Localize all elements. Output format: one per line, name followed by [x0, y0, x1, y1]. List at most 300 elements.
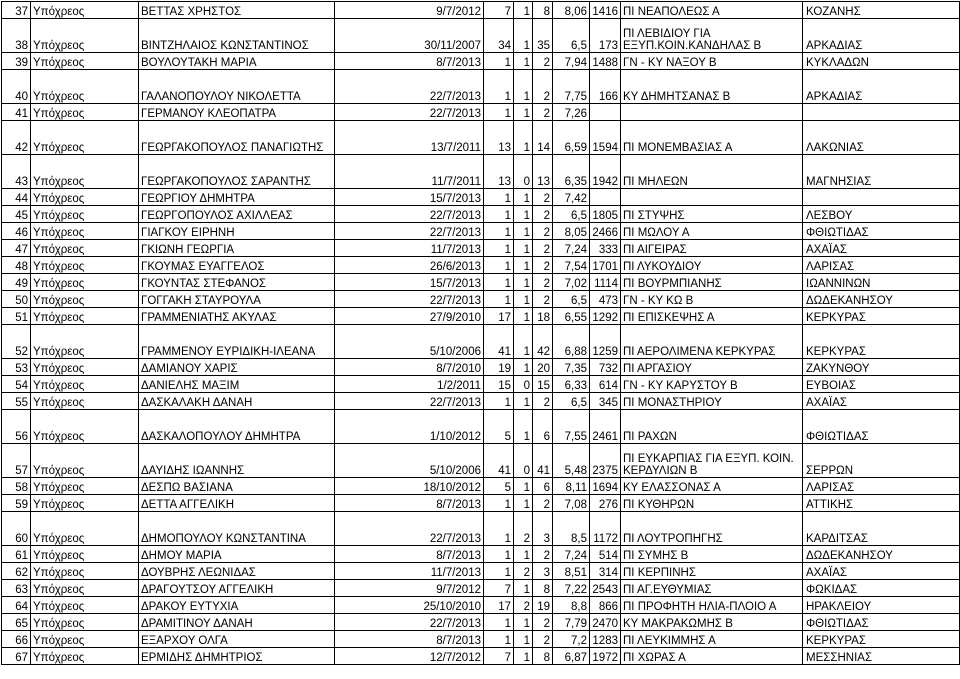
row-number: 61 [2, 546, 31, 563]
row-number: 37 [2, 2, 31, 19]
value-c-cell: 2 [533, 206, 553, 223]
table-row [2, 495, 960, 512]
score-cell: 8,11 [553, 478, 590, 495]
date-cell: 22/7/2013 [335, 393, 484, 410]
name-cell: ΓΕΩΡΓΑΚΟΠΟΥΛΟΣ ΠΑΝΑΓΙΩΤΗΣ [139, 121, 335, 155]
value-a-cell: 1 [484, 614, 514, 631]
name-cell: ΓΕΩΡΓΟΠΟΥΛΟΣ ΑΧΙΛΛΕΑΣ [139, 206, 335, 223]
value-b-cell: 1 [514, 325, 533, 359]
value-b-cell: 1 [514, 308, 533, 325]
value-b-cell: 1 [514, 291, 533, 308]
rank-cell: Υπόχρεος [31, 648, 139, 665]
score-cell: 6,5 [553, 393, 590, 410]
score-cell: 7,22 [553, 580, 590, 597]
prefecture-cell: ΜΑΓΝΗΣΙΑΣ [803, 155, 960, 189]
name-cell: ΓΟΓΓΑΚΗ ΣΤΑΥΡΟΥΛΑ [139, 291, 335, 308]
value-a-cell: 41 [484, 325, 514, 359]
row-number: 46 [2, 223, 31, 240]
score-cell: 7,26 [553, 104, 590, 121]
value-c-cell: 2 [533, 393, 553, 410]
date-cell: 30/11/2007 [335, 19, 484, 53]
table-body [2, 2, 960, 665]
value-c-cell: 6 [533, 478, 553, 495]
row-number: 59 [2, 495, 31, 512]
row-number: 49 [2, 274, 31, 291]
name-cell: ΔΕΣΠΩ ΒΑΣΙΑΝΑ [139, 478, 335, 495]
school-cell: ΠΙ ΣΤΥΨΗΣ [621, 206, 803, 223]
code-cell: 333 [590, 240, 621, 257]
value-b-cell: 1 [514, 240, 533, 257]
value-a-cell: 1 [484, 546, 514, 563]
row-number: 67 [2, 648, 31, 665]
date-cell: 8/7/2013 [335, 495, 484, 512]
assignments-table [1, 1, 960, 665]
table-row [2, 359, 960, 376]
value-a-cell: 13 [484, 121, 514, 155]
value-a-cell: 1 [484, 206, 514, 223]
school-cell: ΠΙ ΣΥΜΗΣ Β [621, 546, 803, 563]
prefecture-cell: ΦΘΙΩΤΙΔΑΣ [803, 410, 960, 444]
school-cell: ΠΙ ΑΕΡΟΛΙΜΕΝΑ ΚΕΡΚΥΡΑΣ [621, 325, 803, 359]
row-number: 64 [2, 597, 31, 614]
value-b-cell: 1 [514, 53, 533, 70]
value-c-cell: 19 [533, 597, 553, 614]
name-cell: ΔΗΜΟΥ ΜΑΡΙΑ [139, 546, 335, 563]
date-cell: 22/7/2013 [335, 614, 484, 631]
value-a-cell: 34 [484, 19, 514, 53]
score-cell: 8,51 [553, 563, 590, 580]
rank-cell: Υπόχρεος [31, 189, 139, 206]
date-cell: 27/9/2010 [335, 308, 484, 325]
row-number: 54 [2, 376, 31, 393]
score-cell: 6,87 [553, 648, 590, 665]
name-cell: ΓΕΩΡΓΙΟΥ ΔΗΜΗΤΡΑ [139, 189, 335, 206]
name-cell: ΔΕΤΤΑ ΑΓΓΕΛΙΚΗ [139, 495, 335, 512]
school-cell: ΠΙ ΑΡΓΑΣΙΟΥ [621, 359, 803, 376]
school-cell: ΠΙ ΜΩΛΟΥ Α [621, 223, 803, 240]
rank-cell: Υπόχρεος [31, 393, 139, 410]
row-number: 57 [2, 444, 31, 478]
name-cell: ΔΗΜΟΠΟΥΛΟΥ ΚΩΝΣΤΑΝΤΙΝΑ [139, 512, 335, 546]
value-a-cell: 7 [484, 2, 514, 19]
prefecture-cell: ΖΑΚΥΝΘΟΥ [803, 359, 960, 376]
prefecture-cell: ΜΕΣΣΗΝΙΑΣ [803, 648, 960, 665]
value-b-cell: 1 [514, 648, 533, 665]
score-cell: 7,24 [553, 240, 590, 257]
row-number: 58 [2, 478, 31, 495]
score-cell: 7,75 [553, 70, 590, 104]
prefecture-cell: ΦΘΙΩΤΙΔΑΣ [803, 223, 960, 240]
code-cell [590, 189, 621, 206]
code-cell: 2543 [590, 580, 621, 597]
row-number: 45 [2, 206, 31, 223]
date-cell: 9/7/2012 [335, 580, 484, 597]
school-cell: ΠΙ ΑΓ.ΕΥΘΥΜΙΑΣ [621, 580, 803, 597]
score-cell: 6,88 [553, 325, 590, 359]
school-cell [621, 189, 803, 206]
name-cell: ΓΚΟΥΜΑΣ ΕΥΑΓΓΕΛΟΣ [139, 257, 335, 274]
prefecture-cell: ΑΧΑΪΑΣ [803, 393, 960, 410]
value-b-cell: 2 [514, 512, 533, 546]
code-cell: 732 [590, 359, 621, 376]
school-cell: ΚΥ ΕΛΑΣΣΟΝΑΣ Α [621, 478, 803, 495]
code-cell: 2461 [590, 410, 621, 444]
value-c-cell: 2 [533, 546, 553, 563]
value-a-cell: 1 [484, 274, 514, 291]
school-cell: ΠΙ ΧΩΡΑΣ Α [621, 648, 803, 665]
row-number: 66 [2, 631, 31, 648]
row-number: 62 [2, 563, 31, 580]
value-b-cell: 1 [514, 70, 533, 104]
school-cell: ΠΙ ΚΥΘΗΡΩΝ [621, 495, 803, 512]
rank-cell: Υπόχρεος [31, 274, 139, 291]
table-row [2, 444, 960, 478]
school-cell: ΠΙ ΛΕΥΚΙΜΜΗΣ Α [621, 631, 803, 648]
value-a-cell: 1 [484, 240, 514, 257]
value-b-cell: 1 [514, 2, 533, 19]
prefecture-cell: ΛΕΣΒΟΥ [803, 206, 960, 223]
date-cell: 22/7/2013 [335, 223, 484, 240]
value-c-cell: 6 [533, 410, 553, 444]
code-cell: 1259 [590, 325, 621, 359]
value-a-cell: 1 [484, 495, 514, 512]
value-c-cell: 20 [533, 359, 553, 376]
table-row [2, 155, 960, 189]
table-row [2, 206, 960, 223]
school-cell: ΠΙ ΝΕΑΠΟΛΕΩΣ Α [621, 2, 803, 19]
row-number: 55 [2, 393, 31, 410]
rank-cell: Υπόχρεος [31, 376, 139, 393]
prefecture-cell: ΑΡΚΑΔΙΑΣ [803, 19, 960, 53]
row-number: 60 [2, 512, 31, 546]
rank-cell: Υπόχρεος [31, 546, 139, 563]
row-number: 44 [2, 189, 31, 206]
value-b-cell: 1 [514, 478, 533, 495]
date-cell: 5/10/2006 [335, 444, 484, 478]
score-cell: 6,33 [553, 376, 590, 393]
code-cell: 173 [590, 19, 621, 53]
rank-cell: Υπόχρεος [31, 53, 139, 70]
code-cell: 2375 [590, 444, 621, 478]
table-row [2, 104, 960, 121]
value-a-cell: 1 [484, 257, 514, 274]
prefecture-cell: ΚΕΡΚΥΡΑΣ [803, 631, 960, 648]
date-cell: 22/7/2013 [335, 512, 484, 546]
date-cell: 5/10/2006 [335, 325, 484, 359]
value-a-cell: 15 [484, 376, 514, 393]
value-c-cell: 2 [533, 189, 553, 206]
date-cell: 22/7/2013 [335, 291, 484, 308]
score-cell: 7,42 [553, 189, 590, 206]
value-b-cell: 1 [514, 614, 533, 631]
value-c-cell: 15 [533, 376, 553, 393]
value-b-cell: 1 [514, 121, 533, 155]
code-cell: 1283 [590, 631, 621, 648]
rank-cell: Υπόχρεος [31, 580, 139, 597]
score-cell: 6,5 [553, 19, 590, 53]
date-cell: 11/7/2013 [335, 563, 484, 580]
value-c-cell: 8 [533, 580, 553, 597]
table-row [2, 325, 960, 359]
value-c-cell: 2 [533, 240, 553, 257]
score-cell: 7,02 [553, 274, 590, 291]
value-a-cell: 7 [484, 580, 514, 597]
date-cell: 22/7/2013 [335, 104, 484, 121]
name-cell: ΕΞΑΡΧΟΥ ΟΛΓΑ [139, 631, 335, 648]
school-cell [621, 104, 803, 121]
code-cell: 1942 [590, 155, 621, 189]
value-b-cell: 1 [514, 393, 533, 410]
rank-cell: Υπόχρεος [31, 121, 139, 155]
prefecture-cell: ΚΥΚΛΑΔΩΝ [803, 53, 960, 70]
table-row [2, 223, 960, 240]
value-a-cell: 1 [484, 563, 514, 580]
value-a-cell: 1 [484, 291, 514, 308]
date-cell: 25/10/2010 [335, 597, 484, 614]
table-row [2, 580, 960, 597]
code-cell: 1972 [590, 648, 621, 665]
code-cell: 2470 [590, 614, 621, 631]
row-number: 51 [2, 308, 31, 325]
score-cell: 8,06 [553, 2, 590, 19]
code-cell: 1172 [590, 512, 621, 546]
value-a-cell: 7 [484, 648, 514, 665]
value-c-cell: 2 [533, 257, 553, 274]
date-cell: 18/10/2012 [335, 478, 484, 495]
value-c-cell: 2 [533, 631, 553, 648]
date-cell: 1/2/2011 [335, 376, 484, 393]
value-c-cell: 2 [533, 70, 553, 104]
value-a-cell: 17 [484, 597, 514, 614]
date-cell: 12/7/2012 [335, 648, 484, 665]
rank-cell: Υπόχρεος [31, 631, 139, 648]
name-cell: ΔΟΥΒΡΗΣ ΛΕΩΝΙΔΑΣ [139, 563, 335, 580]
row-number: 39 [2, 53, 31, 70]
code-cell: 1416 [590, 2, 621, 19]
school-cell: ΠΙ ΠΡΟΦΗΤΗ ΗΛΙΑ-ΠΛΟΙΟ Α [621, 597, 803, 614]
rank-cell: Υπόχρεος [31, 206, 139, 223]
table-row [2, 512, 960, 546]
value-b-cell: 1 [514, 206, 533, 223]
value-c-cell: 41 [533, 444, 553, 478]
name-cell: ΔΑΜΙΑΝΟΥ ΧΑΡΙΣ [139, 359, 335, 376]
table-row [2, 70, 960, 104]
school-cell: ΚΥ ΔΗΜΗΤΣΑΝΑΣ Β [621, 70, 803, 104]
value-a-cell: 5 [484, 410, 514, 444]
name-cell: ΓΙΑΓΚΟΥ ΕΙΡΗΝΗ [139, 223, 335, 240]
date-cell: 1/10/2012 [335, 410, 484, 444]
value-c-cell: 35 [533, 19, 553, 53]
value-c-cell: 8 [533, 2, 553, 19]
row-number: 41 [2, 104, 31, 121]
value-a-cell: 1 [484, 631, 514, 648]
prefecture-cell: ΣΕΡΡΩΝ [803, 444, 960, 478]
date-cell: 8/7/2013 [335, 53, 484, 70]
rank-cell: Υπόχρεος [31, 70, 139, 104]
name-cell: ΔΑΣΚΑΛΟΠΟΥΛΟΥ ΔΗΜΗΤΡΑ [139, 410, 335, 444]
code-cell: 1694 [590, 478, 621, 495]
score-cell: 7,94 [553, 53, 590, 70]
prefecture-cell: ΚΕΡΚΥΡΑΣ [803, 325, 960, 359]
value-b-cell: 0 [514, 444, 533, 478]
value-a-cell: 13 [484, 155, 514, 189]
row-number: 52 [2, 325, 31, 359]
value-b-cell: 1 [514, 189, 533, 206]
code-cell: 2466 [590, 223, 621, 240]
value-c-cell: 2 [533, 614, 553, 631]
name-cell: ΓΚΟΥΝΤΑΣ ΣΤΕΦΑΝΟΣ [139, 274, 335, 291]
name-cell: ΒΟΥΛΟΥΤΑΚΗ ΜΑΡΙΑ [139, 53, 335, 70]
value-c-cell: 2 [533, 104, 553, 121]
rank-cell: Υπόχρεος [31, 597, 139, 614]
date-cell: 13/7/2011 [335, 121, 484, 155]
row-number: 48 [2, 257, 31, 274]
value-a-cell: 19 [484, 359, 514, 376]
value-a-cell: 41 [484, 444, 514, 478]
table-row [2, 53, 960, 70]
value-c-cell: 13 [533, 155, 553, 189]
code-cell: 614 [590, 376, 621, 393]
rank-cell: Υπόχρεος [31, 223, 139, 240]
code-cell: 1114 [590, 274, 621, 291]
school-cell: ΠΙ ΛΥΚΟΥΔΙΟΥ [621, 257, 803, 274]
date-cell: 22/7/2013 [335, 206, 484, 223]
name-cell: ΓΕΡΜΑΝΟΥ ΚΛΕΟΠΑΤΡΑ [139, 104, 335, 121]
name-cell: ΕΡΜΙΔΗΣ ΔΗΜΗΤΡΙΟΣ [139, 648, 335, 665]
rank-cell: Υπόχρεος [31, 257, 139, 274]
prefecture-cell: ΔΩΔΕΚΑΝΗΣΟΥ [803, 546, 960, 563]
prefecture-cell: ΦΘΙΩΤΙΔΑΣ [803, 614, 960, 631]
rank-cell: Υπόχρεος [31, 495, 139, 512]
school-cell: ΠΙ ΚΕΡΠΙΝΗΣ [621, 563, 803, 580]
row-number: 43 [2, 155, 31, 189]
table-row [2, 597, 960, 614]
date-cell: 8/7/2013 [335, 546, 484, 563]
school-cell: ΠΙ ΒΟΥΡΜΠΙΑΝΗΣ [621, 274, 803, 291]
value-b-cell: 2 [514, 563, 533, 580]
code-cell: 514 [590, 546, 621, 563]
date-cell: 26/6/2013 [335, 257, 484, 274]
table-row [2, 648, 960, 665]
value-b-cell: 1 [514, 104, 533, 121]
school-cell: ΠΙ ΜΗΛΕΩΝ [621, 155, 803, 189]
rank-cell: Υπόχρεος [31, 104, 139, 121]
prefecture-cell: ΑΤΤΙΚΗΣ [803, 495, 960, 512]
value-b-cell: 1 [514, 580, 533, 597]
score-cell: 6,5 [553, 206, 590, 223]
school-cell: ΚΥ ΜΑΚΡΑΚΩΜΗΣ Β [621, 614, 803, 631]
score-cell: 6,5 [553, 291, 590, 308]
name-cell: ΔΑΝΙΕΛΗΣ ΜΑΞΙΜ [139, 376, 335, 393]
table-row [2, 2, 960, 19]
score-cell: 7,24 [553, 546, 590, 563]
value-b-cell: 1 [514, 359, 533, 376]
rank-cell: Υπόχρεος [31, 325, 139, 359]
school-cell: ΓΝ - ΚΥ ΚΑΡΥΣΤΟΥ Β [621, 376, 803, 393]
school-cell: ΓΝ - ΚΥ ΚΩ Β [621, 291, 803, 308]
school-cell: ΠΙ ΑΙΓΕΙΡΑΣ [621, 240, 803, 257]
table-row [2, 257, 960, 274]
value-b-cell: 1 [514, 631, 533, 648]
value-c-cell: 8 [533, 648, 553, 665]
name-cell: ΔΑΣΚΑΛΑΚΗ ΔΑΝΑΗ [139, 393, 335, 410]
rank-cell: Υπόχρεος [31, 308, 139, 325]
row-number: 63 [2, 580, 31, 597]
name-cell: ΓΚΙΩΝΗ ΓΕΩΡΓΙΑ [139, 240, 335, 257]
prefecture-cell: ΛΑΡΙΣΑΣ [803, 257, 960, 274]
value-c-cell: 2 [533, 291, 553, 308]
date-cell: 8/7/2013 [335, 631, 484, 648]
rank-cell: Υπόχρεος [31, 2, 139, 19]
prefecture-cell: ΚΕΡΚΥΡΑΣ [803, 308, 960, 325]
date-cell: 11/7/2011 [335, 155, 484, 189]
value-b-cell: 1 [514, 495, 533, 512]
code-cell: 1292 [590, 308, 621, 325]
name-cell: ΓΡΑΜΜΕΝΙΑΤΗΣ ΑΚΥΛΑΣ [139, 308, 335, 325]
score-cell: 6,35 [553, 155, 590, 189]
date-cell: 15/7/2013 [335, 189, 484, 206]
prefecture-cell: ΗΡΑΚΛΕΙΟΥ [803, 597, 960, 614]
score-cell: 5,48 [553, 444, 590, 478]
value-a-cell: 1 [484, 512, 514, 546]
value-b-cell: 1 [514, 274, 533, 291]
row-number: 47 [2, 240, 31, 257]
code-cell: 1805 [590, 206, 621, 223]
code-cell: 1594 [590, 121, 621, 155]
name-cell: ΓΑΛΑΝΟΠΟΥΛΟΥ ΝΙΚΟΛΕΤΤΑ [139, 70, 335, 104]
score-cell: 7,2 [553, 631, 590, 648]
school-cell: ΠΙ ΛΟΥΤΡΟΠΗΓΗΣ [621, 512, 803, 546]
score-cell: 8,8 [553, 597, 590, 614]
school-cell: ΠΙ ΛΕΒΙΔΙΟΥ ΓΙΑ ΕΞΥΠ.ΚΟΙΝ.ΚΑΝΔΗΛΑΣ Β [621, 19, 803, 53]
name-cell: ΓΕΩΡΓΑΚΟΠΟΥΛΟΣ ΣΑΡΑΝΤΗΣ [139, 155, 335, 189]
school-cell: ΓΝ - ΚΥ ΝΑΞΟΥ Β [621, 53, 803, 70]
value-b-cell: 0 [514, 155, 533, 189]
rank-cell: Υπόχρεος [31, 444, 139, 478]
table-row [2, 308, 960, 325]
name-cell: ΔΡΑΓΟΥΤΣΟΥ ΑΓΓΕΛΙΚΗ [139, 580, 335, 597]
prefecture-cell: ΚΑΡΔΙΤΣΑΣ [803, 512, 960, 546]
row-number: 40 [2, 70, 31, 104]
row-number: 38 [2, 19, 31, 53]
school-cell: ΠΙ ΕΥΚΑΡΠΙΑΣ ΓΙΑ ΕΞΥΠ. ΚΟΙΝ. ΚΕΡΔΥΛΙΩΝ Β [621, 444, 803, 478]
value-c-cell: 3 [533, 512, 553, 546]
name-cell: ΔΡΑΚΟΥ ΕΥΤΥΧΙΑ [139, 597, 335, 614]
rank-cell: Υπόχρεος [31, 563, 139, 580]
code-cell: 1488 [590, 53, 621, 70]
date-cell: 15/7/2013 [335, 274, 484, 291]
code-cell: 345 [590, 393, 621, 410]
prefecture-cell: ΑΧΑΪΑΣ [803, 563, 960, 580]
code-cell: 866 [590, 597, 621, 614]
name-cell: ΔΑΥΙΔΗΣ ΙΩΑΝΝΗΣ [139, 444, 335, 478]
value-c-cell: 2 [533, 223, 553, 240]
table-row [2, 189, 960, 206]
value-c-cell: 2 [533, 53, 553, 70]
prefecture-cell: ΦΩΚΙΔΑΣ [803, 580, 960, 597]
table-row [2, 376, 960, 393]
rank-cell: Υπόχρεος [31, 512, 139, 546]
value-c-cell: 14 [533, 121, 553, 155]
score-cell: 8,5 [553, 512, 590, 546]
value-c-cell: 3 [533, 563, 553, 580]
name-cell: ΒΕΤΤΑΣ ΧΡΗΣΤΟΣ [139, 2, 335, 19]
table-row [2, 121, 960, 155]
value-b-cell: 1 [514, 223, 533, 240]
table-row [2, 291, 960, 308]
prefecture-cell: ΔΩΔΕΚΑΝΗΣΟΥ [803, 291, 960, 308]
table-row [2, 19, 960, 53]
